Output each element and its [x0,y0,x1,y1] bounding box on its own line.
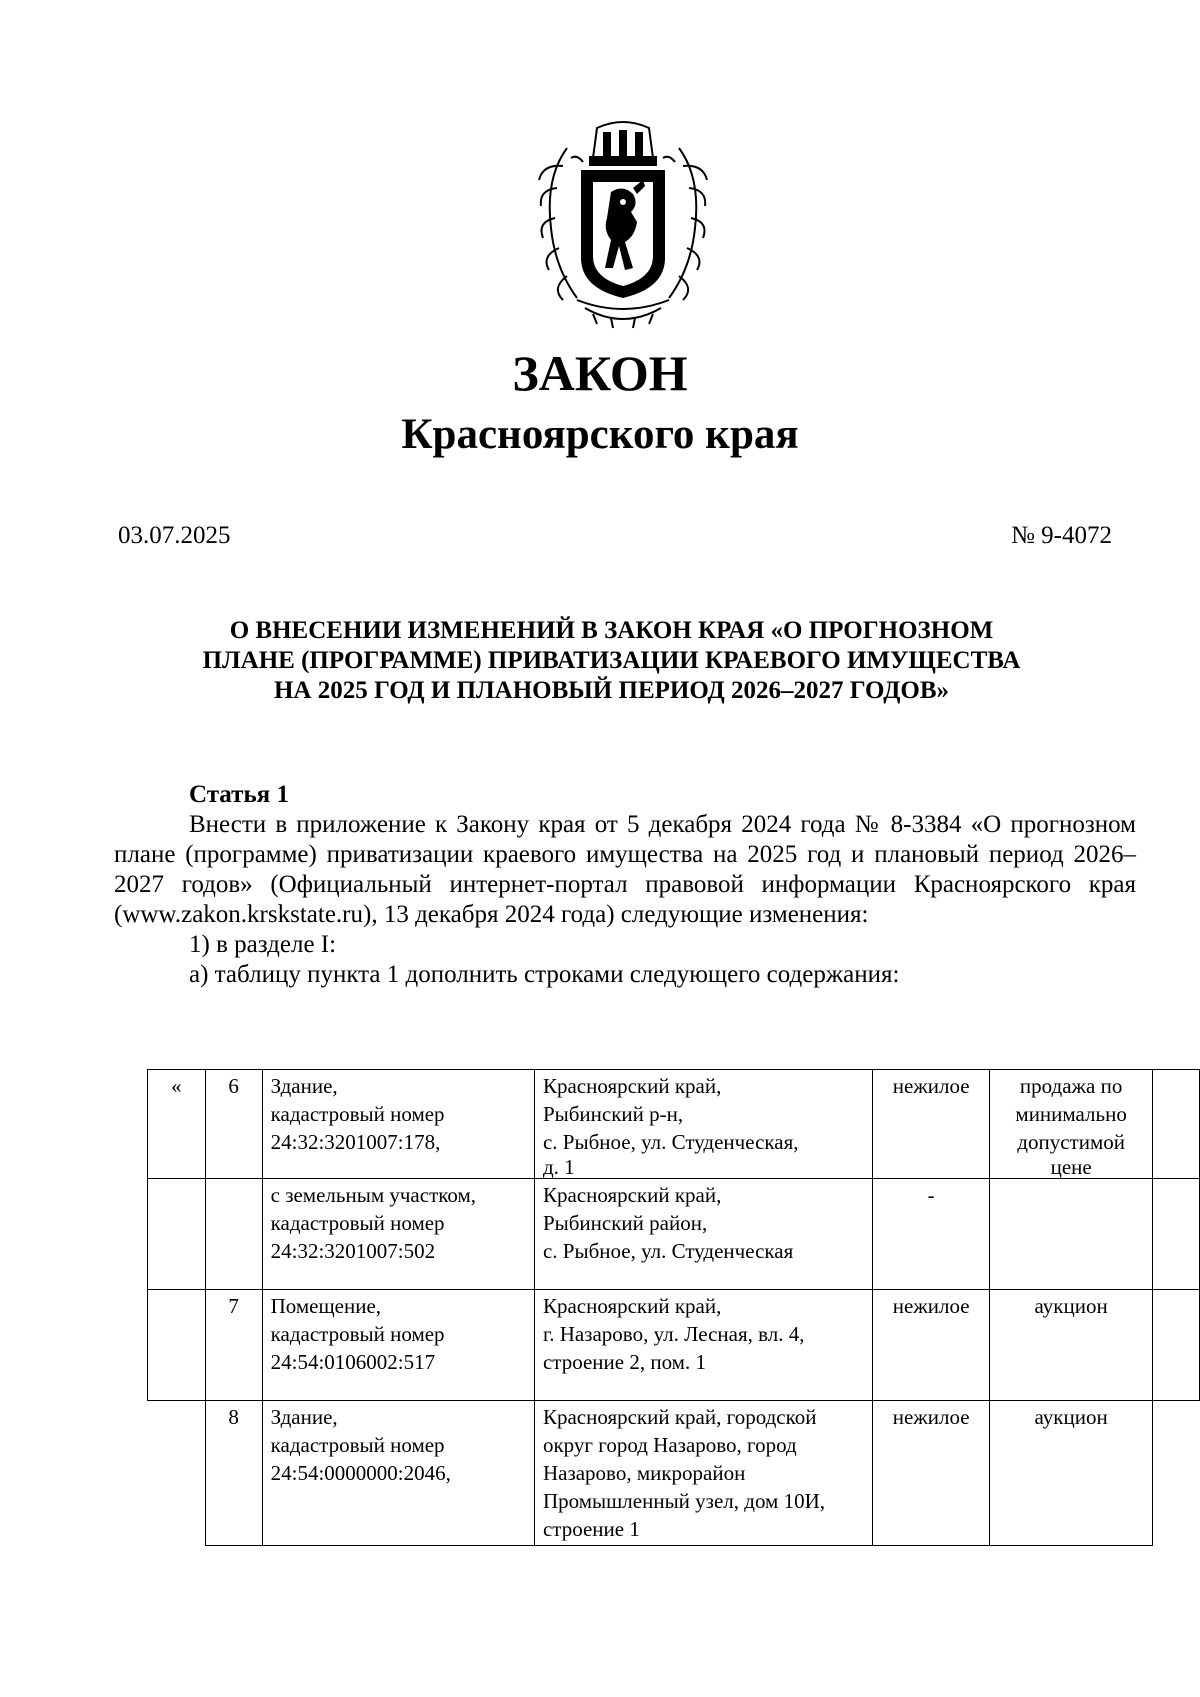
table-row [148,1401,1200,1546]
object-line: Здание, [270,1405,338,1429]
table-cell-empty [148,1401,206,1546]
address-line: с. Рыбное, ул. Студенческая, [542,1130,799,1154]
crown-icon [589,122,657,166]
object-line: Здание, [270,1074,338,1098]
address-line: округ город Назарово, город [542,1433,797,1457]
address-line: д. 1 [542,1155,575,1179]
table-row [148,1179,1200,1290]
table-cell-type: нежилое [873,1401,990,1546]
law-date: 03.07.2025 [118,522,231,549]
table-cell-number: 8 [205,1401,262,1546]
table-cell-empty [1153,1179,1200,1290]
object-line: 24:54:0106002:517 [270,1350,436,1374]
table-cell-type: нежилое [873,1070,990,1179]
method-line: аукцион [1034,1294,1108,1318]
shield-icon [581,170,665,298]
table-row [148,1290,1200,1401]
table-cell-method [990,1070,1153,1179]
table-cell-empty [148,1290,206,1401]
table-cell-empty [1153,1290,1200,1401]
object-line: 24:32:3201007:178, [270,1130,441,1154]
table-cell-method [990,1179,1153,1290]
article-heading: Статья 1 [189,781,289,808]
law-title [110,616,1113,706]
address-line: Рыбинский район, [542,1211,708,1235]
method-line: минимально [1015,1102,1127,1126]
law-title-line: НА 2025 ГОД И ПЛАНОВЫЙ ПЕРИОД 2026–2027 ГОДОВ» [273,677,950,704]
address-line: строение 2, пом. 1 [542,1350,706,1374]
address-line: Назарово, микрорайон [542,1461,746,1485]
method-line: допустимой [1017,1130,1125,1154]
table-cell-method [990,1290,1153,1401]
address-line: Красноярский край, [542,1183,722,1207]
object-line: 24:32:3201007:502 [270,1239,436,1263]
object-line: с земельным участком, [270,1183,477,1207]
coat-of-arms-emblem [537,118,709,330]
table-cell-object [262,1179,534,1290]
article-item: 1) в разделе I: [189,931,337,958]
table-cell-number [205,1179,262,1290]
table-cell-empty [148,1179,206,1290]
table-cell-address [534,1070,872,1179]
article-body [114,780,1136,990]
address-line: Красноярский край, [542,1074,722,1098]
property-table [147,1069,1200,1546]
table-cell-object [262,1290,534,1401]
address-line: г. Назарово, ул. Лесная, вл. 4, [542,1322,805,1346]
table-cell-number: 6 [205,1070,262,1179]
object-line: кадастровый номер [270,1102,445,1126]
document-title: ЗАКОН [512,345,688,401]
object-line: кадастровый номер [270,1211,445,1235]
object-line: Помещение, [270,1294,382,1318]
method-line: цене [1050,1155,1092,1179]
law-title-line: О ВНЕСЕНИИ ИЗМЕНЕНИЙ В ЗАКОН КРАЯ «О ПРОГНОЗНОМ [229,617,994,644]
article-paragraph: Внести в приложение к Закону края от 5 декабря 2024 года № 8-3384 «О прогнозном плане (программе) приватизации краевого имущества на 2025 год и плановый период 2026–2027 годов» (Официальный интернет-портал правовой информации Красноярского края (www.zakon.krskstate.ru), 13 декабря 2024 года) следующие изменения: [114,811,1136,928]
document-subtitle: Красноярского края [401,411,799,458]
method-line: продажа по [1019,1074,1123,1098]
object-line: 24:54:0000000:2046, [270,1461,451,1485]
law-number: № 9-4072 [1011,522,1112,549]
table-cell-address [534,1401,872,1546]
table-cell-type: нежилое [873,1290,990,1401]
object-line: кадастровый номер [270,1433,445,1457]
table-cell-empty [1153,1070,1200,1179]
article-subitem: а) таблицу пункта 1 дополнить строками следующего содержания: [189,961,900,988]
table-cell-type: - [873,1179,990,1290]
address-line: Рыбинский р-н, [542,1102,684,1126]
table-cell-object [262,1070,534,1179]
address-line: Красноярский край, городской [542,1405,817,1429]
table-cell-empty [1153,1401,1200,1546]
address-line: строение 1 [542,1517,640,1541]
method-line: аукцион [1034,1405,1108,1429]
table-row [148,1070,1200,1179]
table-cell-address [534,1290,872,1401]
address-line: с. Рыбное, ул. Студенческая [542,1239,794,1263]
law-title-line: ПЛАНЕ (ПРОГРАММЕ) ПРИВАТИЗАЦИИ КРАЕВОГО ИМУЩЕСТВА [202,647,1021,674]
table-cell-number: 7 [205,1290,262,1401]
table-cell-address [534,1179,872,1290]
address-line: Промышленный узел, дом 10И, [542,1489,825,1513]
object-line: кадастровый номер [270,1322,445,1346]
address-line: Красноярский край, [542,1294,722,1318]
table-cell-object [262,1401,534,1546]
table-cell-method [990,1401,1153,1546]
table-cell-quote: « [148,1070,206,1179]
